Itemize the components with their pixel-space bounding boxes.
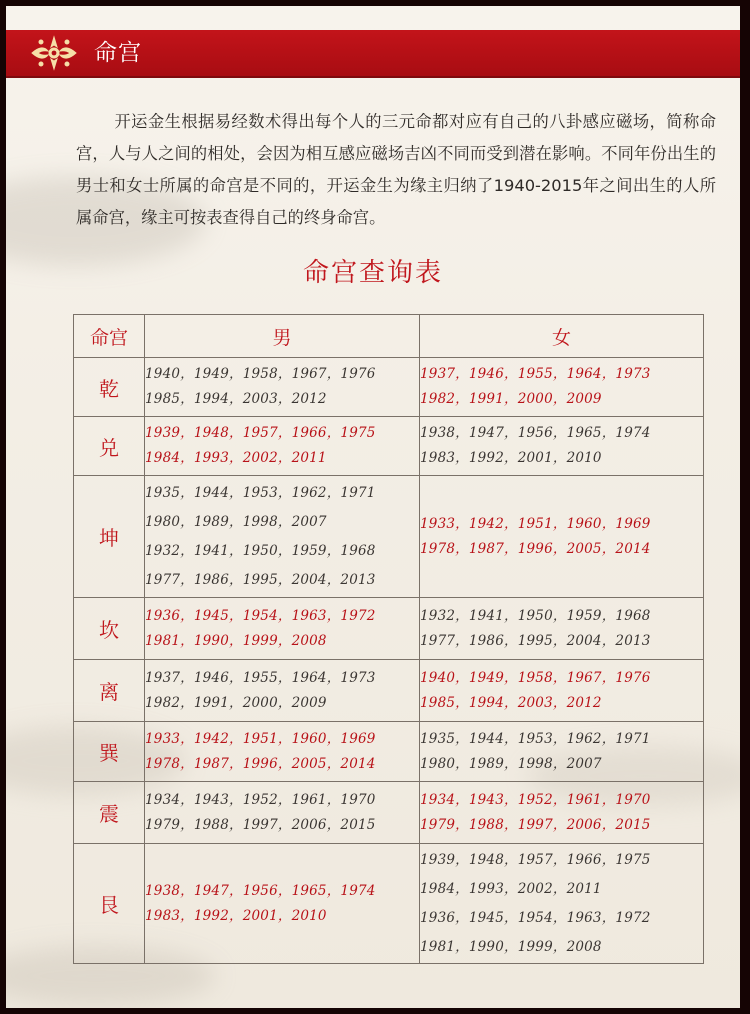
section-title: 命宫 [94, 40, 142, 66]
birth-years-line: 1933，1942，1951，1960，1969 [145, 730, 376, 747]
birth-years-line: 1982，1991，2000，2009 [420, 391, 602, 407]
birth-years-line: 1978，1987，1996，2005，2014 [145, 755, 376, 772]
birth-years-line: 1938，1947，1956，1965，1974 [420, 425, 651, 441]
birth-years-line: 1934，1943，1952，1961，1970 [420, 791, 651, 808]
male-years-cell [145, 722, 420, 782]
table-row [74, 844, 704, 964]
ornament-icon [28, 34, 80, 72]
table-row [74, 722, 704, 782]
header-female: 女 [420, 315, 704, 358]
birth-years-line: 1936，1945，1954，1963，1972 [145, 607, 376, 624]
birth-years-line: 1980，1989，1998，2007 [145, 513, 327, 530]
birth-years-line: 1938，1947，1956，1965，1974 [145, 882, 376, 899]
female-years-cell [420, 844, 704, 964]
gong-name-cell: 兑 [74, 417, 145, 476]
female-years-cell [420, 358, 704, 417]
birth-years-line: 1984，1993，2002，2011 [145, 450, 327, 466]
birth-years-line: 1983，1992，2001，2010 [420, 450, 602, 466]
birth-years-line: 1936，1945，1954，1963，1972 [420, 909, 651, 926]
header-male: 男 [145, 315, 420, 358]
gong-name-cell: 坤 [74, 476, 145, 598]
birth-years-line: 1979，1988，1997，2006，2015 [420, 816, 651, 833]
birth-years-line: 1935，1944，1953，1962，1971 [420, 730, 651, 747]
male-years-cell [145, 598, 420, 660]
female-years-cell [420, 660, 704, 722]
table-row [74, 417, 704, 476]
table-row [74, 476, 704, 598]
birth-years-line: 1984，1993，2002，2011 [420, 880, 602, 897]
intro-paragraph [76, 106, 716, 234]
female-years-cell [420, 476, 704, 598]
intro-text: 开运金生根据易经数术得出每个人的三元命都对应有自己的八卦感应磁场，简称命宫，人与人之间的相处，会因为相互感应磁场吉凶不同而受到潜在影响。不同年份出生的男士和女士所属的命宫是不同的，开运金生为缘主归纳了1940-2015年之间出生的人所属命宫，缘主可按表查得自己的终身命宫。 [76, 112, 716, 227]
birth-years-line: 1977，1986，1995，2004，2013 [420, 632, 651, 649]
birth-years-line: 1977，1986，1995，2004，2013 [145, 571, 376, 588]
table-row [74, 782, 704, 844]
header-gong: 命宫 [74, 315, 145, 358]
birth-years-line: 1937，1946，1955，1964，1973 [145, 669, 376, 686]
female-years-cell [420, 417, 704, 476]
table-row [74, 358, 704, 417]
birth-years-line: 1939，1948，1957，1966，1975 [145, 425, 376, 441]
male-years-cell [145, 358, 420, 417]
birth-years-line: 1983，1992，2001，2010 [145, 907, 327, 924]
ming-gong-lookup-table [73, 314, 704, 964]
male-years-cell [145, 844, 420, 964]
table-row [74, 598, 704, 660]
birth-years-line: 1980，1989，1998，2007 [420, 755, 602, 772]
section-header [6, 30, 740, 78]
birth-years-line: 1932，1941，1950，1959，1968 [420, 607, 651, 624]
female-years-cell [420, 722, 704, 782]
table-row [74, 660, 704, 722]
birth-years-line: 1934，1943，1952，1961，1970 [145, 791, 376, 808]
male-years-cell [145, 476, 420, 598]
birth-years-line: 1940，1949，1958，1967，1976 [145, 366, 376, 382]
male-years-cell [145, 417, 420, 476]
birth-years-line: 1985，1994，2003，2012 [145, 391, 327, 407]
female-years-cell [420, 782, 704, 844]
birth-years-line: 1932，1941，1950，1959，1968 [145, 542, 376, 559]
birth-years-line: 1939，1948，1957，1966，1975 [420, 851, 651, 868]
birth-years-line: 1979，1988，1997，2006，2015 [145, 816, 376, 833]
birth-years-line: 1978，1987，1996，2005，2014 [420, 540, 651, 557]
birth-years-line: 1940，1949，1958，1967，1976 [420, 669, 651, 686]
birth-years-line: 1985，1994，2003，2012 [420, 694, 602, 711]
male-years-cell [145, 660, 420, 722]
birth-years-line: 1935，1944，1953，1962，1971 [145, 484, 376, 501]
male-years-cell [145, 782, 420, 844]
gong-name-cell: 坎 [74, 598, 145, 660]
female-years-cell [420, 598, 704, 660]
birth-years-line: 1981，1990，1999，2008 [420, 938, 602, 955]
birth-years-line: 1982，1991，2000，2009 [145, 694, 327, 711]
gong-name-cell: 离 [74, 660, 145, 722]
table-title: 命宫查询表 [302, 258, 443, 288]
gong-name-cell: 艮 [74, 844, 145, 964]
birth-years-line: 1933，1942，1951，1960，1969 [420, 515, 651, 532]
gong-name-cell: 巽 [74, 722, 145, 782]
birth-years-line: 1937，1946，1955，1964，1973 [420, 366, 651, 382]
page-panel [6, 6, 740, 1008]
birth-years-line: 1981，1990，1999，2008 [145, 632, 327, 649]
gong-name-cell: 乾 [74, 358, 145, 417]
gong-name-cell: 震 [74, 782, 145, 844]
